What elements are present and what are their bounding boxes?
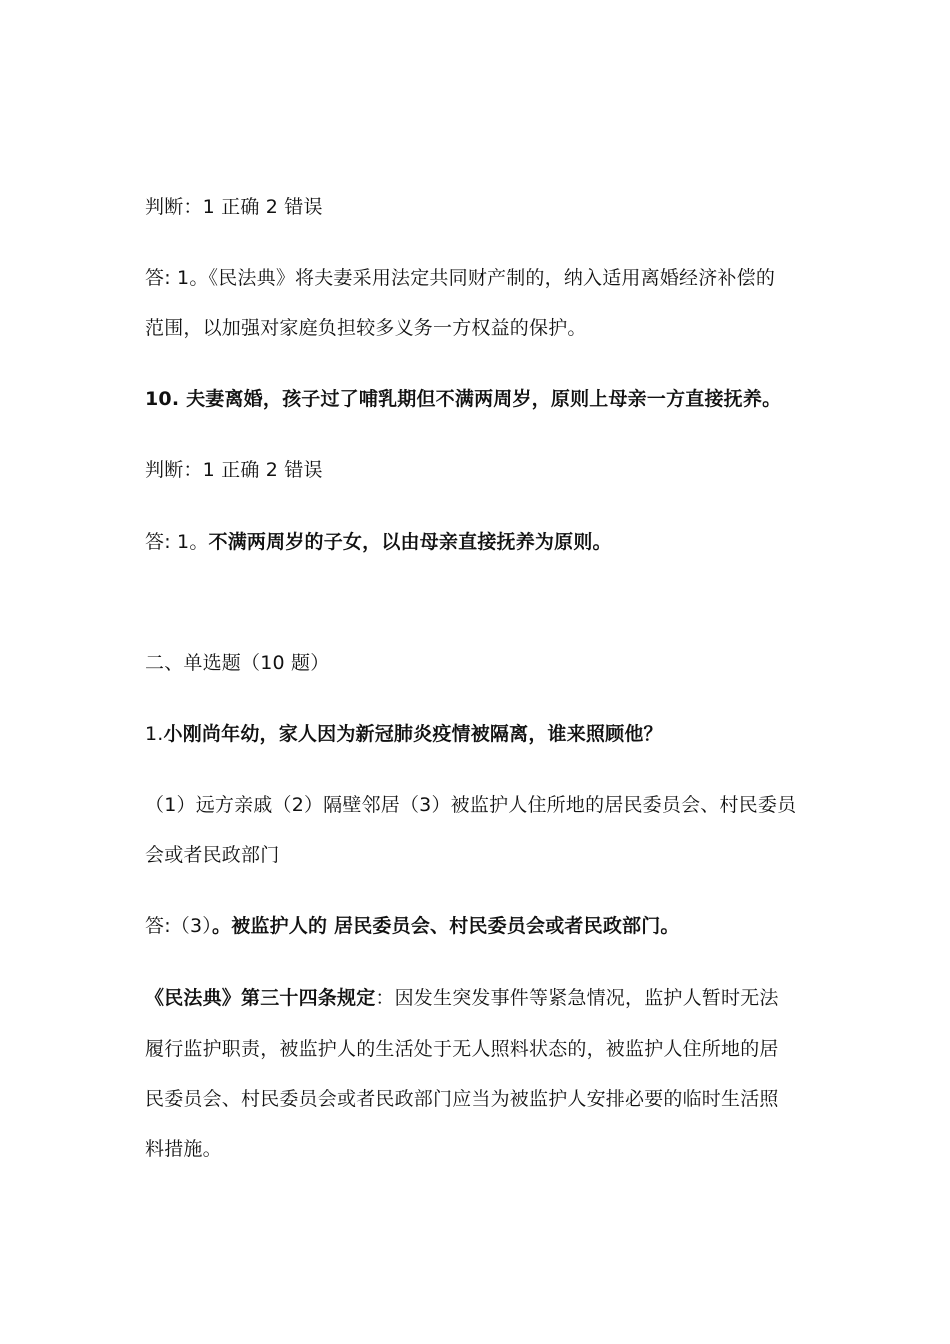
sq1-options-line-1: （1）远方亲戚（2）隔壁邻居（3）被监护人住所地的居民委员会、村民委员 bbox=[145, 794, 797, 816]
sq1-answer-bold: 。被监护人的 居民委员会、村民委员会或者民政部门。 bbox=[212, 915, 680, 937]
sq1-answer-prefix: 答:（3） bbox=[145, 915, 212, 937]
q10-answer-bold: 不满两周岁的子女，以由母亲直接抚养为原则。 bbox=[208, 531, 612, 553]
q10-judge-line: 判断：1 正确 2 错误 bbox=[145, 459, 323, 481]
sq1-options-line-2: 会或者民政部门 bbox=[145, 844, 280, 866]
sq1-answer bbox=[145, 914, 825, 938]
q10-question: 10. 夫妻离婚，孩子过了哺乳期但不满两周岁，原则上母亲一方直接抚养。 bbox=[145, 388, 782, 410]
sq1-law-line-2: 履行监护职责，被监护人的生活处于无人照料状态的，被监护人住所地的居 bbox=[145, 1038, 779, 1060]
sq1-question-text: 小刚尚年幼，家人因为新冠肺炎疫情被隔离，谁来照顾他？ bbox=[163, 723, 663, 745]
sq1-law-text-1: ：因发生突发事件等紧急情况，监护人暂时无法 bbox=[375, 987, 779, 1009]
sq1-law-line-4: 料措施。 bbox=[145, 1138, 222, 1160]
sq1-law-title: 《民法典》第三十四条规定 bbox=[145, 987, 376, 1009]
sq1-question-number: 1. bbox=[145, 723, 164, 745]
section-heading: 二、单选题（10 题） bbox=[145, 652, 330, 674]
q9-answer-line-2: 范围，以加强对家庭负担较多义务一方权益的保护。 bbox=[145, 317, 587, 339]
q9-judge-line: 判断：1 正确 2 错误 bbox=[145, 196, 323, 218]
q10-answer bbox=[145, 530, 825, 554]
sq1-law-line-3: 民委员会、村民委员会或者民政部门应当为被监护人安排必要的临时生活照 bbox=[145, 1088, 779, 1110]
sq1-question bbox=[145, 722, 825, 746]
sq1-law-line-1 bbox=[145, 986, 825, 1010]
q10-answer-prefix: 答: 1。 bbox=[145, 531, 209, 553]
q9-answer-line-1: 答: 1。《民法典》将夫妻采用法定共同财产制的，纳入适用离婚经济补偿的 bbox=[145, 267, 776, 289]
